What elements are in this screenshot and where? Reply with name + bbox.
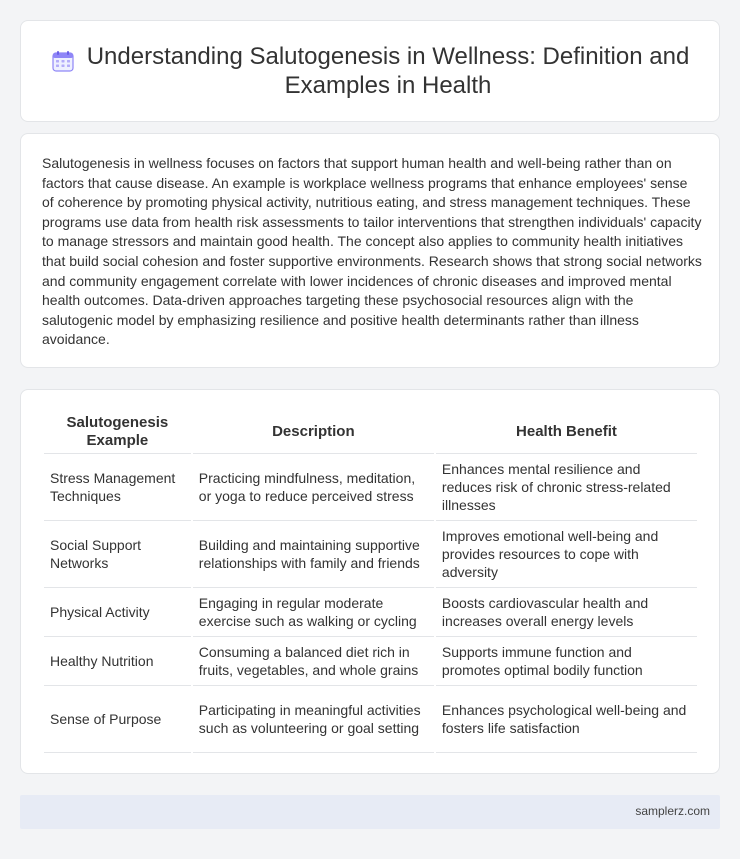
table-header-row bbox=[44, 410, 697, 454]
header-description: Description bbox=[193, 410, 434, 454]
cell-benefit: Improves emotional well-being and provides resources to cope with adversity bbox=[436, 521, 697, 588]
footer bbox=[20, 795, 720, 829]
cell-example: Healthy Nutrition bbox=[44, 637, 191, 686]
footer-site-link[interactable]: samplerz.com bbox=[635, 804, 710, 818]
cell-benefit: Enhances psychological well-being and fosters life satisfaction bbox=[436, 686, 697, 753]
cell-example: Sense of Purpose bbox=[44, 686, 191, 753]
cell-description: Building and maintaining supportive relationships with family and friends bbox=[193, 521, 434, 588]
cell-description: Practicing mindfulness, meditation, or yoga to reduce perceived stress bbox=[193, 454, 434, 521]
cell-benefit: Supports immune function and promotes optimal bodily function bbox=[436, 637, 697, 686]
cell-example: Physical Activity bbox=[44, 588, 191, 637]
header-benefit: Health Benefit bbox=[436, 410, 697, 454]
examples-table bbox=[42, 410, 699, 753]
table-row bbox=[44, 454, 697, 521]
table-row bbox=[44, 588, 697, 637]
cell-example: Social Support Networks bbox=[44, 521, 191, 588]
cell-description: Engaging in regular moderate exercise such as walking or cycling bbox=[193, 588, 434, 637]
header-example: Salutogenesis Example bbox=[44, 410, 191, 454]
table-card bbox=[20, 389, 720, 774]
cell-example: Stress Management Techniques bbox=[44, 454, 191, 521]
table-row bbox=[44, 521, 697, 588]
cell-description: Participating in meaningful activities such as volunteering or goal setting bbox=[193, 686, 434, 753]
table-row bbox=[44, 686, 697, 753]
cell-benefit: Enhances mental resilience and reduces risk of chronic stress-related illnesses bbox=[436, 454, 697, 521]
page-title: Understanding Salutogenesis in Wellness: Definition and Examples in Health bbox=[86, 43, 690, 99]
summary-text: Salutogenesis in wellness focuses on factors that support human health and well-being rather than on factors that cause disease. An example is workplace wellness programs that enhance employees' sense of coherence by promoting physical activity, nutritious eating, and stress management techniques. These programs use data from health risk assessments to tailor interventions that strengthen individuals' capacity to manage stressors and maintain good health. The concept also applies to community health initiatives that build social cohesion and foster supportive environments. Research shows that strong social networks and community engagement correlate with lower incidences of chronic diseases and improved mental health outcomes. Data-driven approaches targeting these psychosocial resources align with the salutogenic model by emphasizing resilience and positive health determinants rather than illness avoidance. bbox=[42, 155, 702, 348]
title-card bbox=[20, 20, 720, 122]
summary-card bbox=[20, 133, 720, 368]
table-row bbox=[44, 637, 697, 686]
cell-description: Consuming a balanced diet rich in fruits, vegetables, and whole grains bbox=[193, 637, 434, 686]
cell-benefit: Boosts cardiovascular health and increases overall energy levels bbox=[436, 588, 697, 637]
